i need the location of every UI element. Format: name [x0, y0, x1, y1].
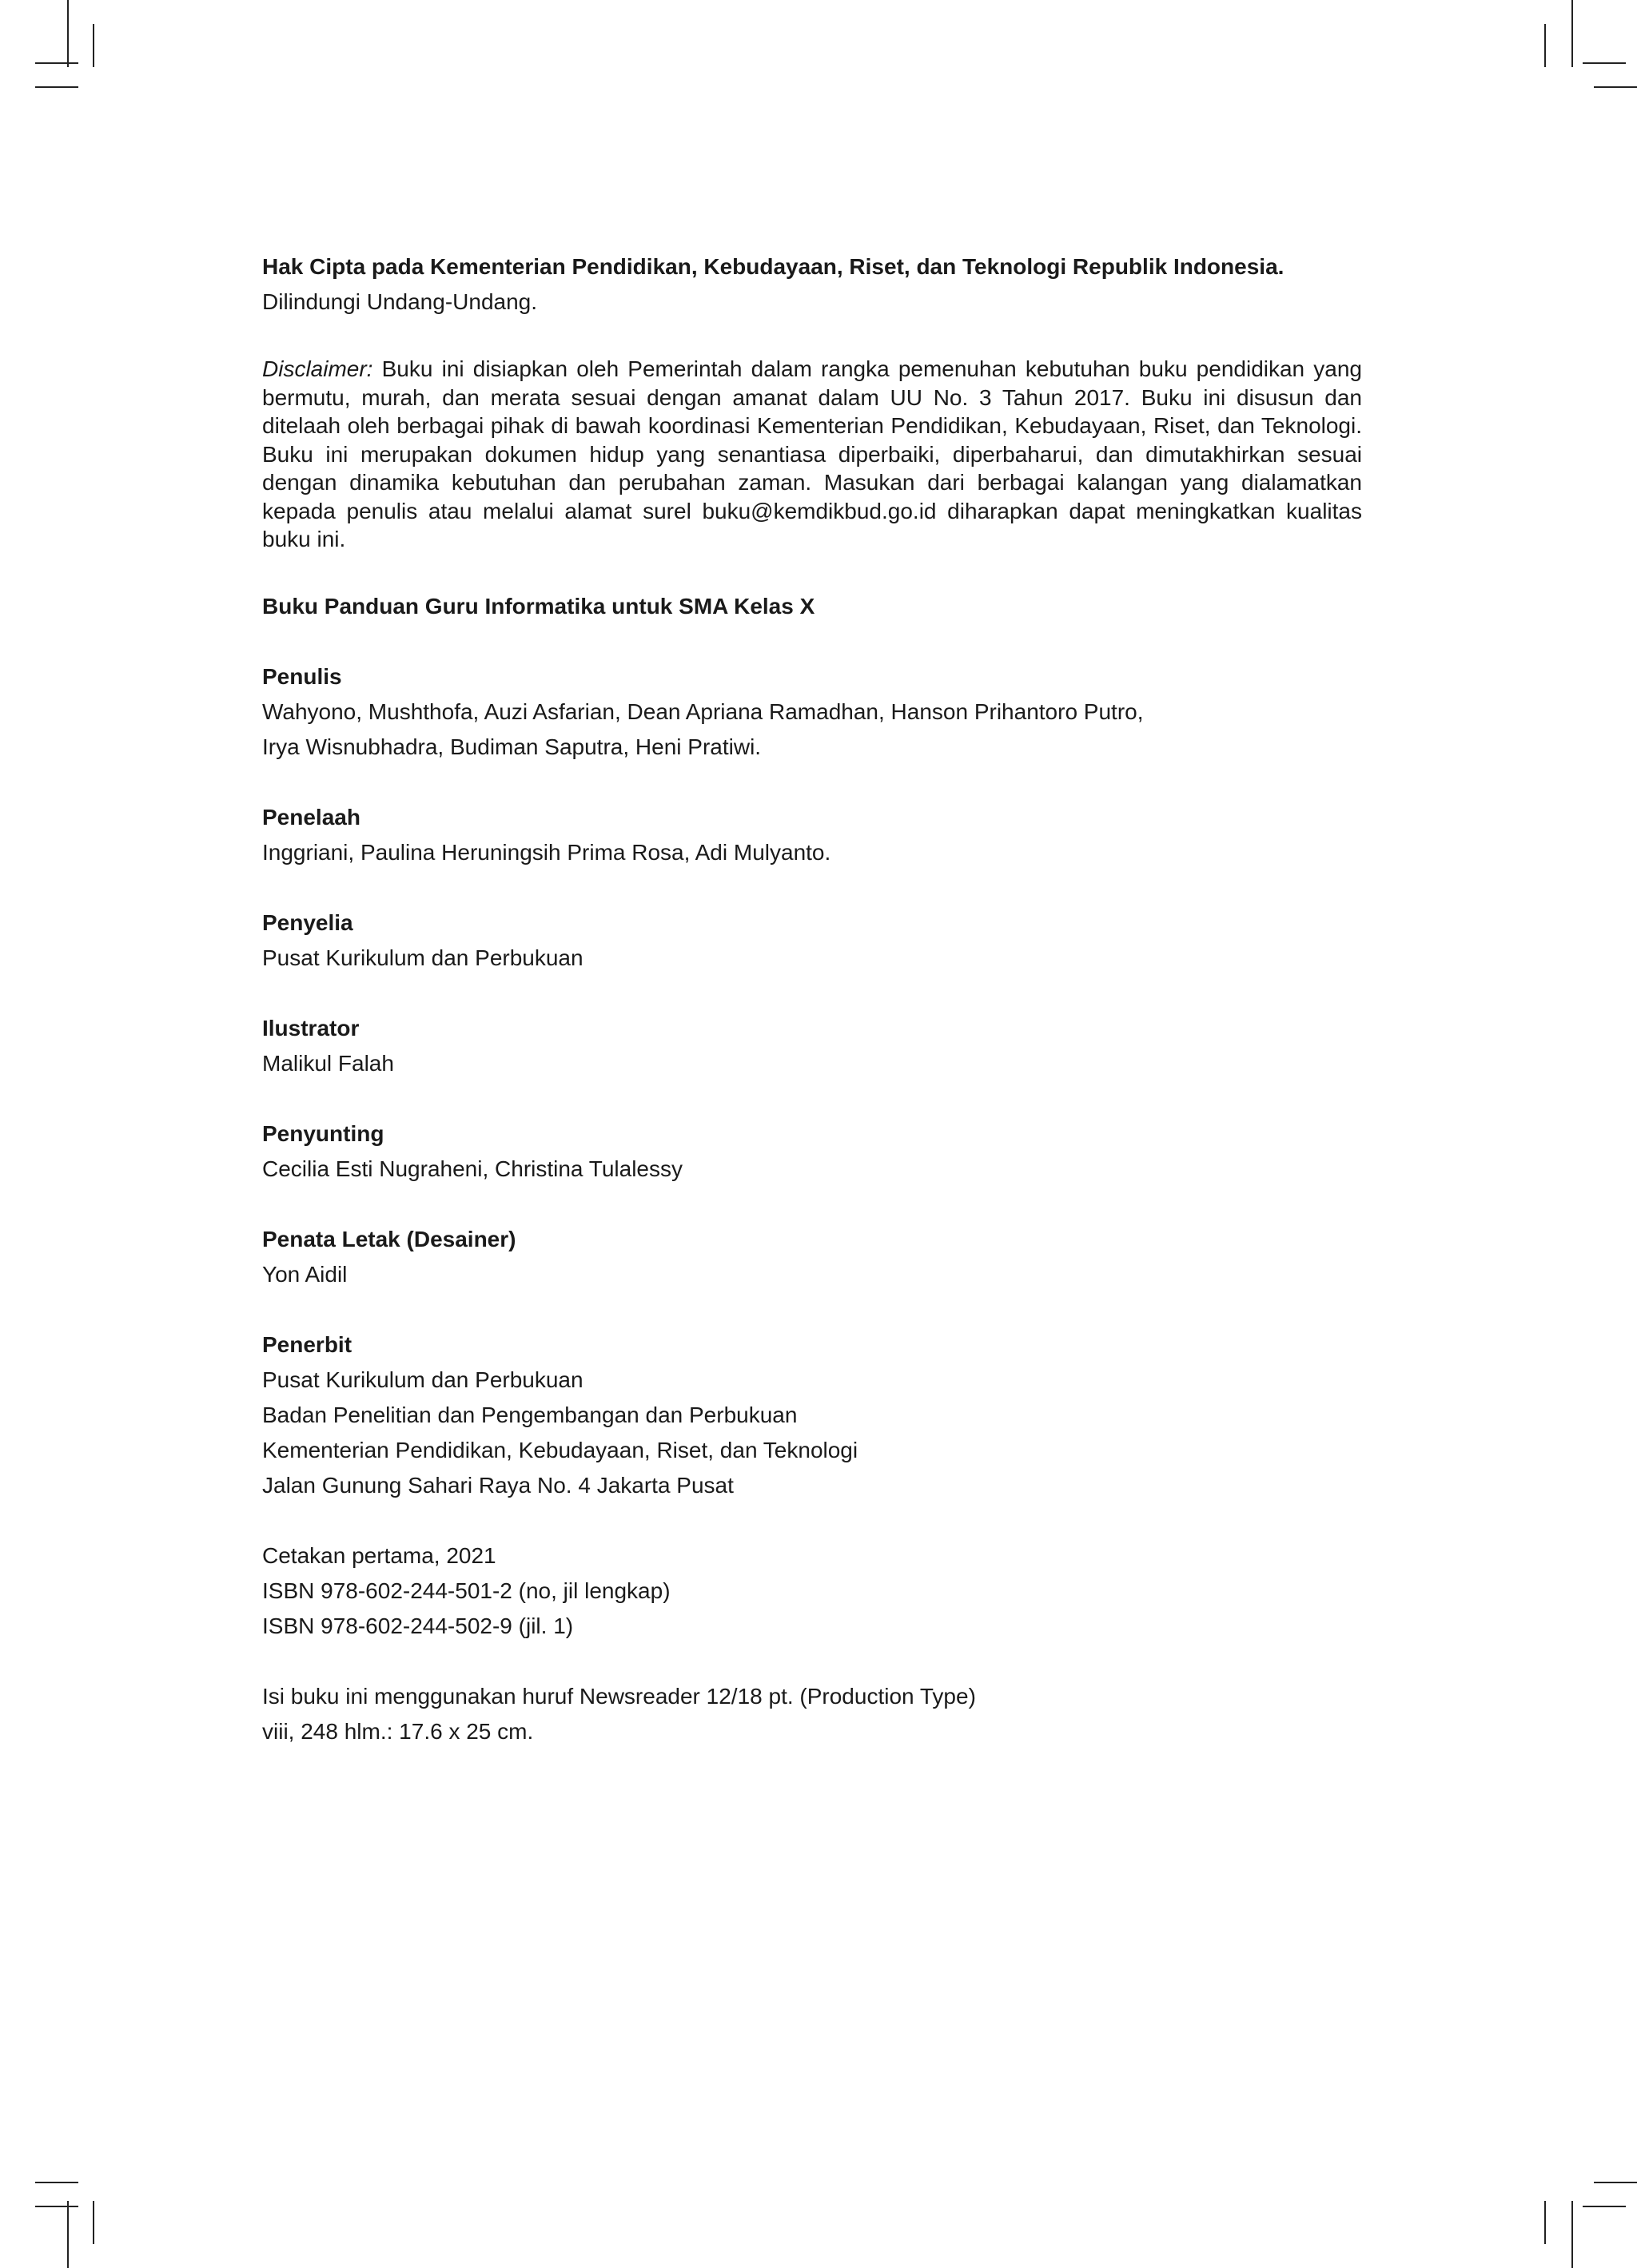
authors-section: [262, 659, 1362, 765]
authors-line: Irya Wisnubhadra, Budiman Saputra, Heni Pratiwi.: [262, 734, 762, 759]
crop-mark-top-left-v2: [93, 24, 94, 67]
editors-line: Cecilia Esti Nugraheni, Christina Tulalessy: [262, 1156, 683, 1181]
crop-mark-top-right-h: [1583, 62, 1626, 64]
disclaimer-text: Buku ini disiapkan oleh Pemerintah dalam rangka pemenuhan kebutuhan buku pendidikan yang bermutu, murah, dan merata sesuai dengan amanat dalam UU No. 3 Tahun 2017. Buku ini disusun dan ditelaah oleh berbagai pihak di bawah koordinasi Kementerian Pendidikan, Kebudayaan, Riset, dan Teknologi. Buku ini merupakan dokumen hidup yang senantiasa diperbaiki, diperbaharui, dan dimutakhirkan sesuai dengan dinamika kebutuhan dan perubahan zaman. Masukan dari berbagai kalangan yang dialamatkan kepada penulis atau melalui alamat surel buku@kemdikbud.go.id diharapkan dapat meningkatkan kualitas buku ini.: [262, 356, 1362, 551]
crop-mark-top-right-v: [1571, 0, 1573, 67]
reviewers-line: Inggriani, Paulina Heruningsih Prima Rosa, Adi Mulyanto.: [262, 839, 831, 865]
format-line: viii, 248 hlm.: 17.6 x 25 cm.: [262, 1718, 534, 1744]
crop-mark-bottom-right-h: [1594, 2182, 1637, 2183]
crop-mark-top-left-h2: [35, 86, 78, 88]
edition-line: Cetakan pertama, 2021: [262, 1542, 496, 1568]
crop-mark-bottom-left-h: [35, 2182, 78, 2183]
typeface-line: Isi buku ini menggunakan huruf Newsreader 12/18 pt. (Production Type): [262, 1683, 976, 1709]
authors-line: Wahyono, Mushthofa, Auzi Asfarian, Dean Apriana Ramadhan, Hanson Prihantoro Putro,: [262, 698, 1144, 724]
illustrator-section: [262, 1011, 1362, 1081]
designer-heading: Penata Letak (Desainer): [262, 1226, 516, 1251]
crop-mark-bottom-left-v: [67, 2201, 69, 2268]
reviewers-section: [262, 800, 1362, 870]
crop-mark-bottom-right-h2: [1583, 2206, 1626, 2207]
editors-heading: Penyunting: [262, 1120, 384, 1146]
copyright-protected: Dilindungi Undang-Undang.: [262, 289, 538, 314]
publisher-section: [262, 1327, 1362, 1503]
book-title-section: [262, 589, 1362, 624]
publisher-line: Pusat Kurikulum dan Perbukuan: [262, 1367, 584, 1392]
disclaimer-lead: Disclaimer:: [262, 356, 373, 381]
isbn-line: ISBN 978-602-244-501-2 (no, jil lengkap): [262, 1578, 671, 1603]
crop-mark-top-right-h2: [1594, 86, 1637, 88]
editors-section: [262, 1116, 1362, 1187]
disclaimer-paragraph: [262, 355, 1362, 554]
typeface-section: [262, 1679, 1362, 1749]
publisher-line: Kementerian Pendidikan, Kebudayaan, Riset, dan Teknologi: [262, 1437, 858, 1462]
publisher-line: Jalan Gunung Sahari Raya No. 4 Jakarta Pusat: [262, 1472, 734, 1498]
supervisor-section: [262, 905, 1362, 976]
crop-mark-bottom-left-v2: [93, 2201, 94, 2244]
copyright-page: [262, 249, 1362, 1749]
supervisor-line: Pusat Kurikulum dan Perbukuan: [262, 945, 584, 970]
illustrator-heading: Ilustrator: [262, 1015, 360, 1040]
authors-heading: Penulis: [262, 663, 342, 689]
crop-mark-bottom-left-h2: [35, 2206, 78, 2207]
crop-mark-bottom-right-v: [1571, 2201, 1573, 2268]
isbn-line: ISBN 978-602-244-502-9 (jil. 1): [262, 1613, 574, 1638]
supervisor-heading: Penyelia: [262, 909, 353, 935]
edition-section: [262, 1538, 1362, 1644]
designer-line: Yon Aidil: [262, 1261, 348, 1287]
crop-mark-top-left-h: [35, 62, 78, 64]
copyright-title: Hak Cipta pada Kementerian Pendidikan, Kebudayaan, Riset, dan Teknologi Republik Indonesia.: [262, 254, 1285, 279]
crop-mark-top-left-v: [67, 0, 69, 67]
publisher-heading: Penerbit: [262, 1331, 352, 1357]
illustrator-line: Malikul Falah: [262, 1050, 394, 1076]
reviewers-heading: Penelaah: [262, 804, 360, 830]
book-title: Buku Panduan Guru Informatika untuk SMA Kelas X: [262, 593, 815, 619]
crop-mark-top-right-v2: [1544, 24, 1546, 67]
designer-section: [262, 1222, 1362, 1292]
crop-mark-bottom-right-v2: [1544, 2201, 1546, 2244]
publisher-line: Badan Penelitian dan Pengembangan dan Perbukuan: [262, 1402, 798, 1427]
